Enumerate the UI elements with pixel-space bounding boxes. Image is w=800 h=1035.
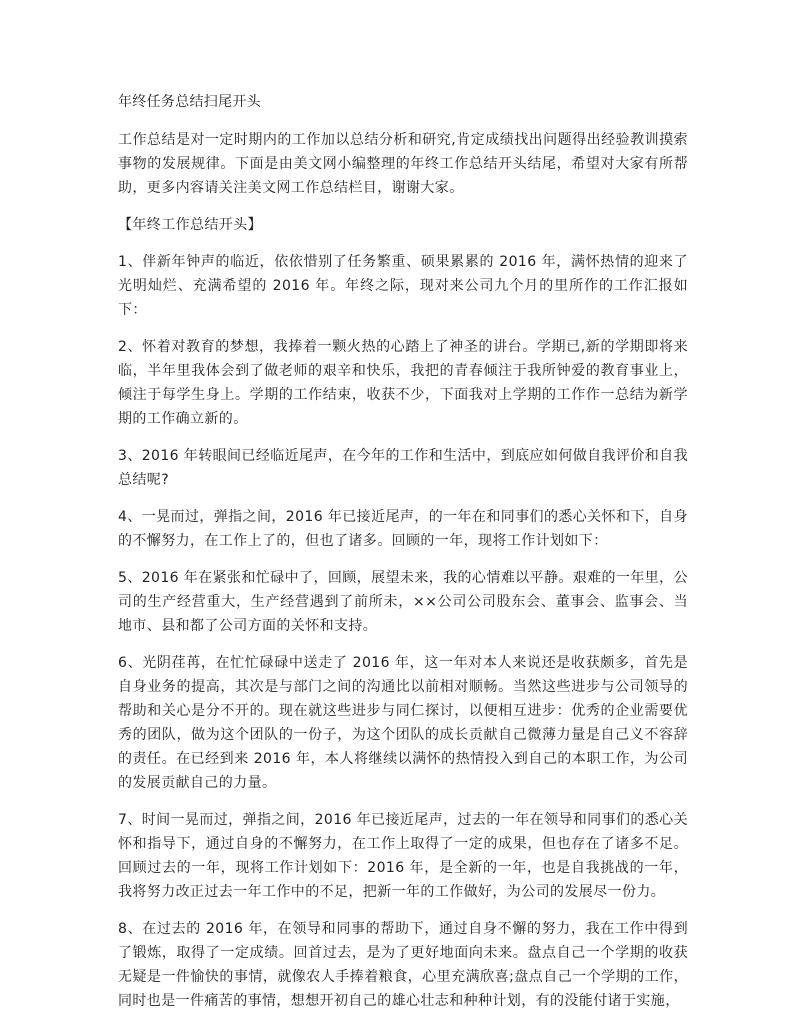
- paragraph-6: 6、光阴荏苒，在忙忙碌碌中送走了 2016 年，这一年对本人来说还是收获颇多，首先是自身业务的提高，其次是与部门之间的沟通比以前相对顺畅。当然这些进步与公司领导的帮助和关心是分不开的。现在就这些进步与同仁探讨，以便相互进步：优秀的企业需要优秀的团队，做为这个团队的一份子，为这个团队的成长贡献自己微薄力量是自己义不容辞的责任。在已经到来 2016 年，本人将继续以满怀的热情投入到自己的本职工作，为公司的发展贡献自己的力量。: [118, 655, 688, 791]
- paragraph-4: 4、一晃而过，弹指之间，2016 年已接近尾声，的一年在和同事们的悉心关怀和下，自身的不懈努力，在工作上了的，但也了诸多。回顾的一年，现将工作计划如下：: [118, 509, 688, 549]
- section-heading: 【年终工作总结开头】: [118, 217, 262, 233]
- intro-paragraph: 工作总结是对一定时期内的工作加以总结分析和研究,肯定成绩找出问题得出经验教训摸索事物的发展规律。下面是由美文网小编整理的年终工作总结开头结尾，希望对大家有所帮助，更多内容请关注美文网工作总结栏目，谢谢大家。: [118, 132, 688, 196]
- paragraph-2: 2、怀着对教育的梦想，我捧着一颗火热的心踏上了神圣的讲台。学期已,新的学期即将来临，半年里我体会到了做老师的艰辛和快乐，我把的青春倾注于我所钟爱的教育事业上，倾注于每学生身上。学期的工作结束，收获不少，下面我对上学期的工作作一总结为新学期的工作确立新的。: [118, 339, 688, 427]
- paragraph-8: 8、在过去的 2016 年，在领导和同事的帮助下，通过自身不懈的努力，我在工作中得到了锻炼，取得了一定成绩。回首过去，是为了更好地面向未来。盘点自己一个学期的收获无疑是一件愉快的事情，就像农人手捧着粮食，心里充满欣喜;盘点自己一个学期的工作，同时也是一件痛苦的事情，想想开初自己的雄心壮志和种种计划，有的没能付诸于实施，: [118, 921, 688, 1009]
- paragraph-3: 3、2016 年转眼间已经临近尾声，在今年的工作和生活中，到底应如何做自我评价和自我总结呢?: [118, 448, 688, 488]
- document-page: [118, 92, 688, 1026]
- paragraph-1: 1、伴新年钟声的临近，依依惜别了任务繁重、硕果累累的 2016 年，满怀热情的迎来了光明灿烂、充满希望的 2016 年。年终之际，现对来公司九个月的里所作的工作汇报如下：: [118, 254, 688, 318]
- document-title: 年终任务总结扫尾开头: [118, 94, 261, 110]
- paragraph-5: 5、2016 年在紧张和忙碌中了，回顾，展望未来，我的心情难以平静。艰难的一年里，公司的生产经营重大，生产经营遇到了前所未，××公司公司股东会、董事会、监事会、当地市、县和都了公司方面的关怀和支持。: [118, 570, 688, 634]
- paragraph-7: 7、时间一晃而过，弹指之间，2016 年已接近尾声，过去的一年在领导和同事们的悉心关怀和指导下，通过自身的不懈努力，在工作上取得了一定的成果，但也存在了诸多不足。回顾过去的一年，现将工作计划如下：2016 年，是全新的一年，也是自我挑战的一年，我将努力改正过去一年工作中的不足，把新一年的工作做好，为公司的发展尽一份力。: [118, 812, 688, 900]
